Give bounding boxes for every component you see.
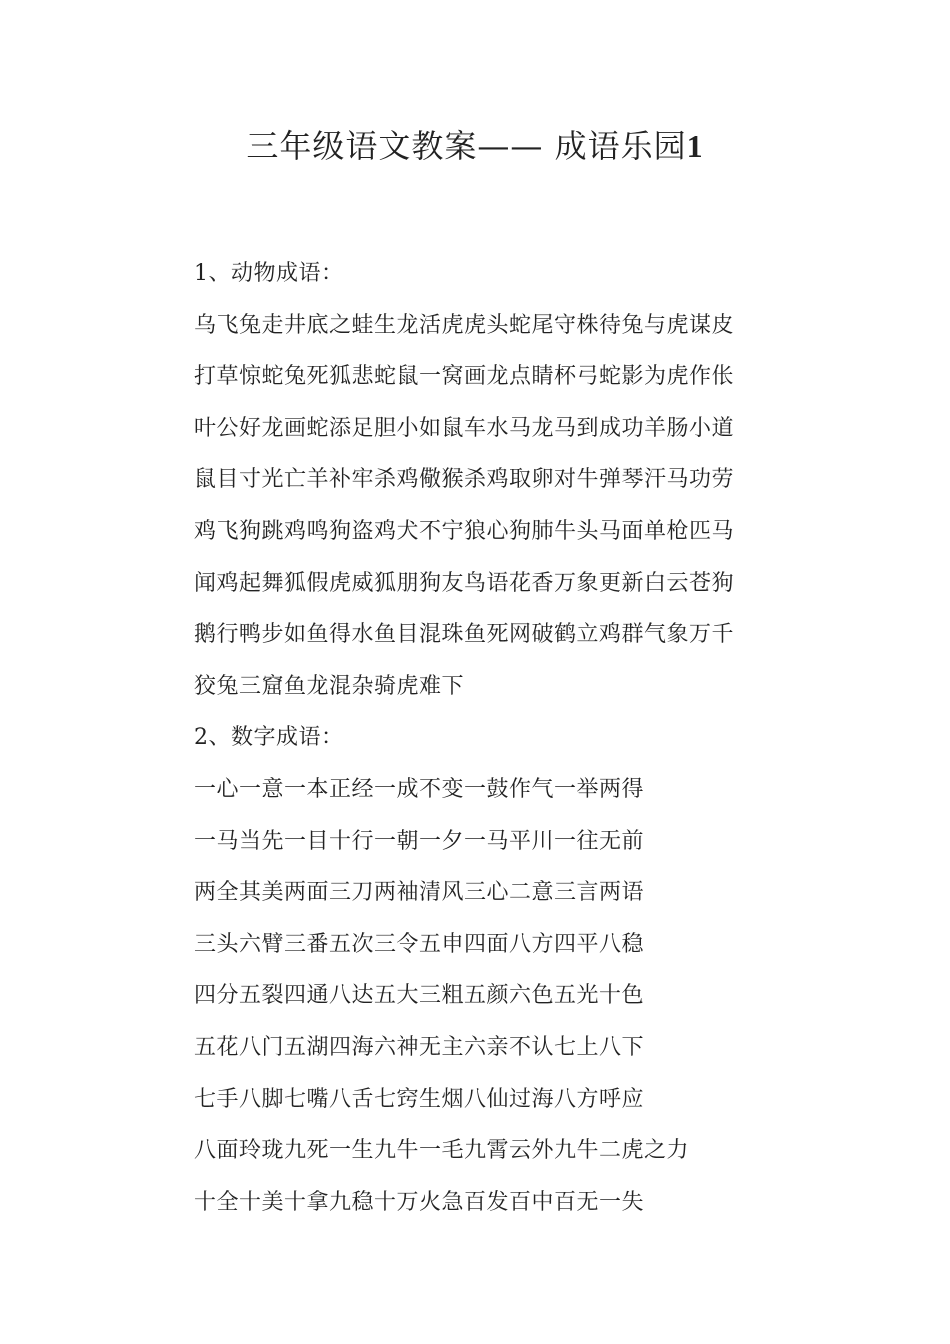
idiom-line: 鼠目寸光亡羊补牢杀鸡儆猴杀鸡取卵对牛弹琴汗马功劳 xyxy=(194,467,735,493)
idiom-line: 闻鸡起舞狐假虎威狐朋狗友鸟语花香万象更新白云苍狗 xyxy=(194,570,735,596)
idiom-line: 三头六臂三番五次三令五申四面八方四平八稳 xyxy=(194,931,645,957)
document-body xyxy=(194,248,754,1228)
section-heading-number-idioms: 2、数字成语： xyxy=(194,725,344,751)
idiom-line: 乌飞兔走井底之蛙生龙活虎虎头蛇尾守株待兔与虎谋皮 xyxy=(194,312,735,338)
title-text: 三年级语文教案—— 成语乐园 xyxy=(246,127,687,165)
idiom-line: 七手八脚七嘴八舌七窍生烟八仙过海八方呼应 xyxy=(194,1086,645,1112)
idiom-line: 五花八门五湖四海六神无主六亲不认七上八下 xyxy=(194,1034,645,1060)
idiom-line: 十全十美十拿九稳十万火急百发百中百无一失 xyxy=(194,1189,645,1215)
page-title xyxy=(0,120,950,172)
idiom-line: 鹅行鸭步如鱼得水鱼目混珠鱼死网破鹤立鸡群气象万千 xyxy=(194,622,735,648)
idiom-line: 八面玲珑九死一生九牛一毛九霄云外九牛二虎之力 xyxy=(194,1138,690,1164)
idiom-line: 一马当先一目十行一朝一夕一马平川一往无前 xyxy=(194,828,645,854)
idiom-line: 叶公好龙画蛇添足胆小如鼠车水马龙马到成功羊肠小道 xyxy=(194,415,735,441)
title-number: 1 xyxy=(686,128,704,164)
idiom-line: 一心一意一本正经一成不变一鼓作气一举两得 xyxy=(194,776,645,802)
section-heading-animal-idioms: 1、动物成语： xyxy=(194,261,344,286)
idiom-line: 四分五裂四通八达五大三粗五颜六色五光十色 xyxy=(194,983,645,1009)
idiom-line: 狡兔三窟鱼龙混杂骑虎难下 xyxy=(194,673,465,699)
idiom-line: 鸡飞狗跳鸡鸣狗盗鸡犬不宁狼心狗肺牛头马面单枪匹马 xyxy=(194,518,735,544)
idiom-line: 打草惊蛇兔死狐悲蛇鼠一窝画龙点睛杯弓蛇影为虎作伥 xyxy=(194,364,735,390)
idiom-line: 两全其美两面三刀两袖清风三心二意三言两语 xyxy=(194,880,645,906)
